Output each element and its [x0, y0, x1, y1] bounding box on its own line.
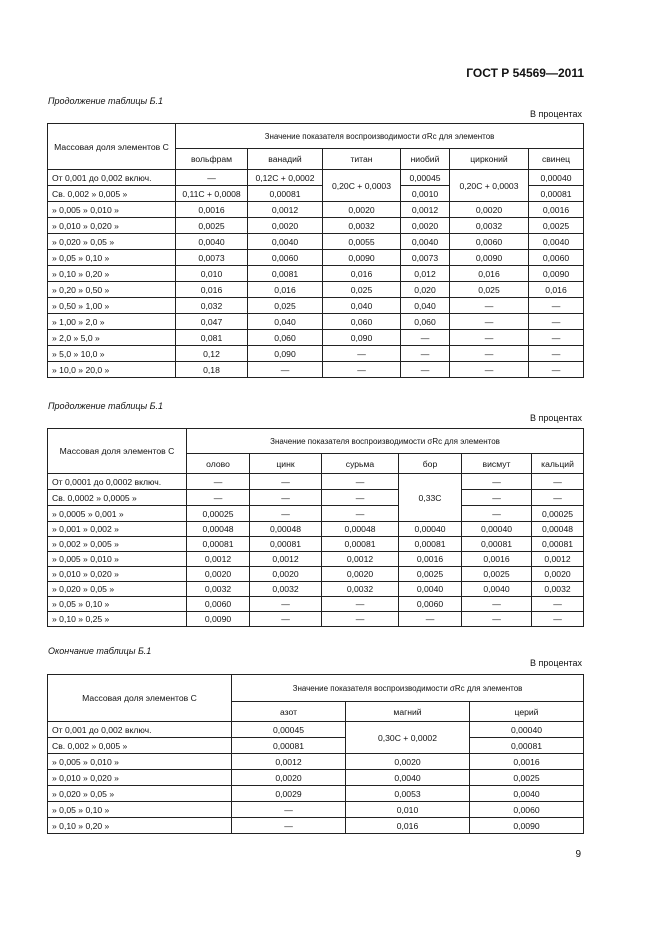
value-cell: 0,0060: [470, 802, 584, 818]
value-cell: 0,0016: [529, 202, 584, 218]
value-cell: —: [250, 597, 322, 612]
value-cell: 0,00025: [532, 506, 584, 522]
table-row: [48, 250, 584, 266]
table-row: [48, 770, 584, 786]
value-cell: —: [462, 474, 532, 490]
value-cell: 0,0020: [250, 567, 322, 582]
table-row: [48, 282, 584, 298]
value-cell: —: [322, 612, 399, 627]
value-cell: 0,020: [401, 282, 450, 298]
value-cell: —: [462, 597, 532, 612]
column-group-header: Значение показателя воспроизводимости σRc для элементов: [187, 429, 584, 454]
value-cell: —: [250, 474, 322, 490]
value-cell: 0,0090: [450, 250, 529, 266]
table-row: [48, 738, 584, 754]
value-cell: 0,0020: [532, 567, 584, 582]
value-cell: —: [187, 474, 250, 490]
value-cell: 0,0016: [176, 202, 248, 218]
table-row: [48, 346, 584, 362]
row-header-cell: Массовая доля элементов C: [48, 124, 176, 170]
table-row: [48, 786, 584, 802]
value-cell: 0,0060: [529, 250, 584, 266]
value-cell: —: [532, 490, 584, 506]
value-cell-merged: 0,30C + 0,0002: [346, 722, 470, 754]
value-cell: —: [250, 490, 322, 506]
row-label: » 0,010 » 0,020 »: [48, 567, 187, 582]
value-cell: 0,0060: [450, 234, 529, 250]
value-cell: 0,016: [346, 818, 470, 834]
table-row: [48, 490, 584, 506]
column-header: ванадий: [248, 149, 323, 170]
value-cell: 0,00048: [532, 522, 584, 537]
value-cell: —: [529, 330, 584, 346]
row-label: » 0,05 » 0,10 »: [48, 250, 176, 266]
row-label: Св. 0,002 » 0,005 »: [48, 738, 232, 754]
column-header: свинец: [529, 149, 584, 170]
value-cell: —: [529, 362, 584, 378]
value-cell: 0,090: [323, 330, 401, 346]
value-cell: 0,00081: [532, 537, 584, 552]
table-row: [48, 314, 584, 330]
value-cell: —: [322, 474, 399, 490]
value-cell: 0,0025: [176, 218, 248, 234]
value-cell: 0,0020: [401, 218, 450, 234]
value-cell: —: [322, 490, 399, 506]
row-label: » 10,0 » 20,0 »: [48, 362, 176, 378]
value-cell: 0,0073: [401, 250, 450, 266]
table-row: [48, 597, 584, 612]
value-cell: 0,0012: [322, 552, 399, 567]
value-cell: 0,060: [323, 314, 401, 330]
value-cell: —: [323, 362, 401, 378]
value-cell: 0,0040: [401, 234, 450, 250]
value-cell: 0,0016: [399, 552, 462, 567]
value-cell: 0,090: [248, 346, 323, 362]
table-row: [48, 202, 584, 218]
value-cell: 0,0081: [248, 266, 323, 282]
value-cell: 0,0025: [462, 567, 532, 582]
value-cell: 0,0016: [462, 552, 532, 567]
page-number: 9: [575, 849, 581, 860]
reproducibility-table-3: [47, 674, 584, 834]
value-cell: —: [401, 330, 450, 346]
value-cell: —: [450, 362, 529, 378]
value-cell: 0,0025: [529, 218, 584, 234]
column-header: церий: [470, 702, 584, 722]
value-cell: 0,0060: [399, 597, 462, 612]
value-cell: 0,0090: [187, 612, 250, 627]
value-cell: —: [532, 597, 584, 612]
value-cell: 0,0073: [176, 250, 248, 266]
column-header: бор: [399, 454, 462, 474]
value-cell: 0,016: [323, 266, 401, 282]
value-cell: 0,0012: [250, 552, 322, 567]
value-cell: 0,0040: [176, 234, 248, 250]
value-cell: 0,00081: [470, 738, 584, 754]
value-cell: —: [462, 490, 532, 506]
value-cell: 0,18: [176, 362, 248, 378]
value-cell: 0,00081: [187, 537, 250, 552]
row-label: » 2,0 » 5,0 »: [48, 330, 176, 346]
units-label-2: В процентах: [530, 413, 582, 423]
value-cell: 0,0020: [450, 202, 529, 218]
column-header: ниобий: [401, 149, 450, 170]
row-label: » 0,020 » 0,05 »: [48, 234, 176, 250]
table-row: [48, 506, 584, 522]
value-cell: —: [450, 314, 529, 330]
value-cell: 0,0020: [323, 202, 401, 218]
value-cell: 0,0090: [470, 818, 584, 834]
table-row: [48, 612, 584, 627]
value-cell: —: [450, 298, 529, 314]
table-row: [48, 362, 584, 378]
value-cell: 0,016: [176, 282, 248, 298]
value-cell: 0,012: [401, 266, 450, 282]
column-header: олово: [187, 454, 250, 474]
column-header: кальций: [532, 454, 584, 474]
value-cell: —: [322, 506, 399, 522]
value-cell: 0,0060: [248, 250, 323, 266]
value-cell: 0,0040: [346, 770, 470, 786]
value-cell: —: [450, 346, 529, 362]
value-cell: 0,00040: [462, 522, 532, 537]
row-label: От 0,001 до 0,002 включ.: [48, 170, 176, 186]
value-cell: —: [232, 802, 346, 818]
value-cell: 0,081: [176, 330, 248, 346]
value-cell-merged: 0,33C: [399, 474, 462, 522]
value-cell: 0,0040: [470, 786, 584, 802]
value-cell: 0,0020: [232, 770, 346, 786]
table-row: [48, 218, 584, 234]
value-cell: —: [462, 506, 532, 522]
reproducibility-table-2: [47, 428, 584, 627]
column-header: висмут: [462, 454, 532, 474]
row-label: » 0,10 » 0,25 »: [48, 612, 187, 627]
row-label: » 0,010 » 0,020 »: [48, 218, 176, 234]
value-cell: 0,0025: [399, 567, 462, 582]
table-row: [48, 266, 584, 282]
row-label: » 0,010 » 0,020 »: [48, 770, 232, 786]
value-cell: 0,00048: [322, 522, 399, 537]
table-row: [48, 474, 584, 490]
table-row: [48, 818, 584, 834]
units-label-3: В процентах: [530, 658, 582, 668]
column-header: азот: [232, 702, 346, 722]
value-cell: 0,00040: [399, 522, 462, 537]
value-cell: —: [232, 818, 346, 834]
table-row: [48, 754, 584, 770]
value-cell: 0,0025: [470, 770, 584, 786]
table-caption-3: Окончание таблицы Б.1: [48, 646, 152, 656]
value-cell: 0,0040: [529, 234, 584, 250]
row-label: От 0,001 до 0,002 включ.: [48, 722, 232, 738]
value-cell: 0,00045: [232, 722, 346, 738]
value-cell: 0,00081: [232, 738, 346, 754]
row-label: » 0,10 » 0,20 »: [48, 266, 176, 282]
value-cell: 0,0012: [248, 202, 323, 218]
value-cell: 0,060: [401, 314, 450, 330]
row-label: » 0,0005 » 0,001 »: [48, 506, 187, 522]
table-caption-2: Продолжение таблицы Б.1: [48, 401, 164, 411]
value-cell-merged: 0,20C + 0,0003: [450, 170, 529, 202]
column-header: цирконий: [450, 149, 529, 170]
row-label: » 0,05 » 0,10 »: [48, 802, 232, 818]
row-label: » 0,020 » 0,05 »: [48, 786, 232, 802]
value-cell: —: [250, 506, 322, 522]
value-cell: —: [532, 474, 584, 490]
value-cell: 0,0090: [323, 250, 401, 266]
reproducibility-table-1: [47, 123, 584, 378]
table-row: [48, 234, 584, 250]
value-cell-merged: 0,20C + 0,0003: [323, 170, 401, 202]
value-cell: 0,0032: [322, 582, 399, 597]
row-label: » 0,002 » 0,005 »: [48, 537, 187, 552]
row-label: » 5,0 » 10,0 »: [48, 346, 176, 362]
value-cell: 0,00048: [187, 522, 250, 537]
value-cell: 0,040: [248, 314, 323, 330]
row-label: » 0,05 » 0,10 »: [48, 597, 187, 612]
value-cell: 0,016: [529, 282, 584, 298]
value-cell: 0,00025: [187, 506, 250, 522]
row-label: » 0,005 » 0,010 »: [48, 754, 232, 770]
row-label: Св. 0,0002 » 0,0005 »: [48, 490, 187, 506]
value-cell: —: [529, 298, 584, 314]
units-label-1: В процентах: [530, 109, 582, 119]
value-cell: 0,0010: [401, 186, 450, 202]
value-cell: 0,0060: [187, 597, 250, 612]
value-cell: 0,0053: [346, 786, 470, 802]
table-row: [48, 582, 584, 597]
value-cell: —: [323, 346, 401, 362]
table-row: [48, 552, 584, 567]
value-cell: 0,0090: [529, 266, 584, 282]
row-label: » 0,50 » 1,00 »: [48, 298, 176, 314]
value-cell: —: [176, 170, 248, 186]
value-cell: 0,0020: [322, 567, 399, 582]
value-cell: 0,010: [346, 802, 470, 818]
value-cell: 0,060: [248, 330, 323, 346]
value-cell: 0,00040: [529, 170, 584, 186]
column-group-header: Значение показателя воспроизводимости σRc для элементов: [232, 675, 584, 702]
table-row: [48, 802, 584, 818]
value-cell: 0,0032: [187, 582, 250, 597]
value-cell: 0,0012: [532, 552, 584, 567]
value-cell: 0,016: [450, 266, 529, 282]
column-header: магний: [346, 702, 470, 722]
value-cell: 0,047: [176, 314, 248, 330]
value-cell: 0,032: [176, 298, 248, 314]
column-header: вольфрам: [176, 149, 248, 170]
value-cell: 0,00081: [248, 186, 323, 202]
row-label: » 0,10 » 0,20 »: [48, 818, 232, 834]
value-cell: 0,0029: [232, 786, 346, 802]
column-group-header: Значение показателя воспроизводимости σRc для элементов: [176, 124, 584, 149]
value-cell: 0,0055: [323, 234, 401, 250]
value-cell: 0,0020: [187, 567, 250, 582]
value-cell: 0,016: [248, 282, 323, 298]
value-cell: 0,0032: [250, 582, 322, 597]
value-cell: —: [250, 612, 322, 627]
value-cell: 0,025: [248, 298, 323, 314]
column-header: цинк: [250, 454, 322, 474]
value-cell: —: [532, 612, 584, 627]
column-header: титан: [323, 149, 401, 170]
row-label: » 1,00 » 2,0 »: [48, 314, 176, 330]
value-cell: 0,12: [176, 346, 248, 362]
table-row: [48, 567, 584, 582]
document-standard-number: ГОСТ Р 54569—2011: [466, 66, 584, 80]
value-cell: 0,12C + 0,0002: [248, 170, 323, 186]
value-cell: 0,0040: [462, 582, 532, 597]
row-header-cell: Массовая доля элементов C: [48, 675, 232, 722]
value-cell: 0,00040: [470, 722, 584, 738]
row-label: » 0,005 » 0,010 »: [48, 202, 176, 218]
value-cell: —: [322, 597, 399, 612]
table-row: [48, 522, 584, 537]
value-cell: —: [248, 362, 323, 378]
table-row: [48, 330, 584, 346]
column-header: сурьма: [322, 454, 399, 474]
table-row: [48, 170, 584, 186]
value-cell: —: [399, 612, 462, 627]
value-cell: 0,00081: [399, 537, 462, 552]
value-cell: —: [462, 612, 532, 627]
value-cell: 0,00081: [250, 537, 322, 552]
table-row: [48, 298, 584, 314]
row-label: » 0,20 » 0,50 »: [48, 282, 176, 298]
value-cell: 0,00081: [462, 537, 532, 552]
value-cell: 0,0032: [532, 582, 584, 597]
row-label: » 0,001 » 0,002 »: [48, 522, 187, 537]
value-cell: 0,0020: [248, 218, 323, 234]
value-cell: 0,025: [323, 282, 401, 298]
value-cell: 0,11C + 0,0008: [176, 186, 248, 202]
value-cell: 0,0040: [399, 582, 462, 597]
value-cell: 0,010: [176, 266, 248, 282]
value-cell: 0,00045: [401, 170, 450, 186]
row-label: » 0,020 » 0,05 »: [48, 582, 187, 597]
value-cell: 0,0012: [232, 754, 346, 770]
value-cell: —: [401, 362, 450, 378]
table-row: [48, 722, 584, 738]
table-row: [48, 537, 584, 552]
value-cell: 0,0016: [470, 754, 584, 770]
value-cell: 0,0040: [248, 234, 323, 250]
value-cell: 0,00081: [529, 186, 584, 202]
row-label: » 0,005 » 0,010 »: [48, 552, 187, 567]
value-cell: —: [450, 330, 529, 346]
value-cell: —: [401, 346, 450, 362]
value-cell: 0,00048: [250, 522, 322, 537]
table-caption-1: Продолжение таблицы Б.1: [48, 96, 164, 106]
value-cell: 0,0032: [323, 218, 401, 234]
value-cell: 0,0012: [401, 202, 450, 218]
value-cell: —: [187, 490, 250, 506]
value-cell: 0,025: [450, 282, 529, 298]
value-cell: —: [529, 346, 584, 362]
row-header-cell: Массовая доля элементов C: [48, 429, 187, 474]
value-cell: 0,040: [323, 298, 401, 314]
value-cell: 0,00081: [322, 537, 399, 552]
value-cell: 0,0032: [450, 218, 529, 234]
row-label: Св. 0,002 » 0,005 »: [48, 186, 176, 202]
row-label: От 0,0001 до 0,0002 включ.: [48, 474, 187, 490]
value-cell: 0,0012: [187, 552, 250, 567]
value-cell: —: [529, 314, 584, 330]
value-cell: 0,040: [401, 298, 450, 314]
value-cell: 0,0020: [346, 754, 470, 770]
